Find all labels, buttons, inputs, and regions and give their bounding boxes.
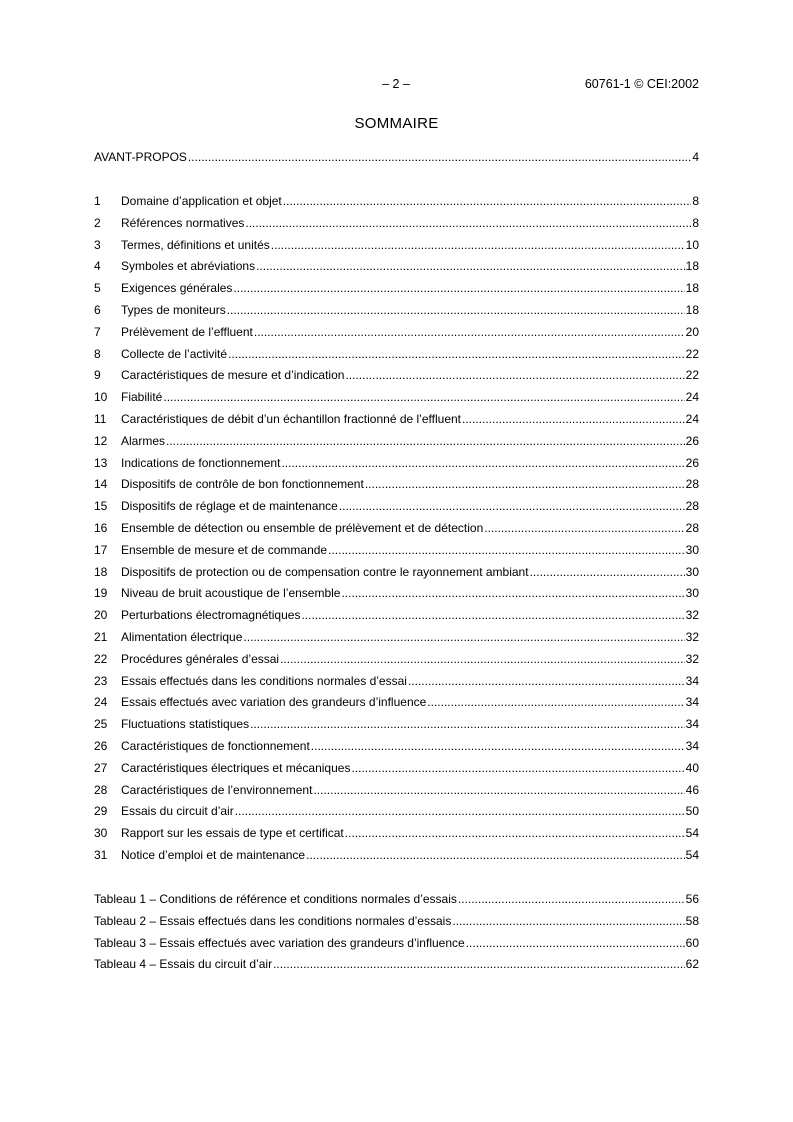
toc-entry-clause-22[interactable] xyxy=(94,649,699,671)
dot-leader xyxy=(163,387,684,409)
toc-entry-title: Fiabilité xyxy=(121,390,163,405)
toc-entry-number: 9 xyxy=(94,368,101,383)
toc-entry-number: 3 xyxy=(94,237,101,252)
toc-entry-title: Tableau 4 – Essais du circuit d’air xyxy=(94,957,273,972)
toc-entry-page: 56 xyxy=(685,892,699,906)
toc-foreword-section xyxy=(94,147,699,169)
toc-entry-title: Exigences générales xyxy=(121,281,233,296)
toc-entry-number: 20 xyxy=(94,608,108,623)
toc-entry-table-2[interactable] xyxy=(94,911,699,933)
toc-entry-number: 27 xyxy=(94,760,108,775)
dot-leader xyxy=(345,365,684,387)
toc-entry-number: 10 xyxy=(94,390,108,405)
toc-entry-number: 18 xyxy=(94,564,108,579)
toc-entry-number: 11 xyxy=(94,411,107,426)
toc-entry-title: Niveau de bruit acoustique de l’ensemble xyxy=(121,586,341,601)
toc-entry-clause-10[interactable] xyxy=(94,387,699,409)
toc-entry-page: 22 xyxy=(685,346,699,361)
toc-entry-page: 34 xyxy=(685,717,699,732)
toc-entry-title: Collecte de l’activité xyxy=(121,346,228,361)
toc-entry-page: 30 xyxy=(685,542,699,557)
page-number: – 2 – xyxy=(382,77,410,91)
toc-entry-page: 60 xyxy=(685,935,699,950)
toc-entry-title: Domaine d’application et objet xyxy=(121,194,282,208)
toc-entry-title: Ensemble de détection ou ensemble de prélèvement et de détection xyxy=(121,520,484,535)
toc-entry-clause-4[interactable] xyxy=(94,256,699,278)
toc-entry-title: Tableau 1 – Conditions de référence et conditions normales d’essais xyxy=(94,892,457,906)
dot-leader xyxy=(271,235,685,257)
dot-leader xyxy=(227,300,685,322)
dot-leader xyxy=(281,453,684,475)
toc-entry-page: 10 xyxy=(685,237,699,252)
toc-entry-number: 7 xyxy=(94,324,101,339)
toc-entry-clause-12[interactable] xyxy=(94,431,699,453)
dot-leader xyxy=(351,758,684,780)
toc-entry-number: 15 xyxy=(94,499,108,514)
toc-entry-title: Procédures générales d’essai xyxy=(121,651,280,666)
toc-entry-clause-16[interactable] xyxy=(94,518,699,540)
dot-leader xyxy=(306,845,685,867)
toc-entry-clause-5[interactable] xyxy=(94,278,699,300)
toc-entry-clause-27[interactable] xyxy=(94,758,699,780)
dot-leader xyxy=(235,801,685,823)
toc-entry-page: 24 xyxy=(685,411,699,426)
toc-entry-title: Notice d’emploi et de maintenance xyxy=(121,847,306,862)
dot-leader xyxy=(462,409,685,431)
toc-entry-table-4[interactable] xyxy=(94,954,699,976)
toc-entry-title: Termes, définitions et unités xyxy=(121,237,270,252)
toc-tables-list xyxy=(94,889,699,976)
dot-leader xyxy=(245,213,691,235)
dot-leader xyxy=(345,823,685,845)
dot-leader xyxy=(280,649,685,671)
toc-entry-page: 4 xyxy=(692,150,699,164)
toc-entry-clause-20[interactable] xyxy=(94,605,699,627)
toc-entry-title: Alarmes xyxy=(121,433,166,448)
dot-leader xyxy=(427,692,684,714)
toc-entry-title: AVANT-PROPOS xyxy=(94,150,187,164)
toc-entry-page: 26 xyxy=(685,433,699,448)
toc-entry-page: 30 xyxy=(685,564,699,579)
toc-entry-page: 54 xyxy=(685,826,699,841)
toc-entry-title: Caractéristiques électriques et mécaniques xyxy=(121,760,351,775)
dot-leader xyxy=(301,605,684,627)
toc-entry-page: 28 xyxy=(685,520,699,535)
toc-entry-page: 34 xyxy=(685,673,699,688)
toc-entry-page: 32 xyxy=(685,651,699,666)
toc-entry-title: Essais du circuit d’air xyxy=(121,804,234,819)
toc-entry-title: Caractéristiques de l’environnement xyxy=(121,782,313,797)
dot-leader xyxy=(458,889,685,911)
toc-entry-page: 58 xyxy=(685,913,699,928)
toc-entry-number: 21 xyxy=(94,629,108,644)
toc-entry-page: 18 xyxy=(685,302,699,317)
toc-entry-page: 8 xyxy=(692,194,699,208)
toc-entry-title: Tableau 3 – Essais effectués avec variation des grandeurs d’influence xyxy=(94,935,465,950)
dot-leader xyxy=(228,344,685,366)
toc-entry-title: Caractéristiques de débit d’un échantillon fractionné de l’effluent xyxy=(121,411,461,426)
toc-entry-number: 13 xyxy=(94,455,108,470)
dot-leader xyxy=(166,431,685,453)
toc-entry-clause-6[interactable] xyxy=(94,300,699,322)
dot-leader xyxy=(339,496,685,518)
toc-entry-clause-29[interactable] xyxy=(94,801,699,823)
toc-entry-number: 26 xyxy=(94,738,108,753)
toc-entry-clause-25[interactable] xyxy=(94,714,699,736)
toc-entry-title: Tableau 2 – Essais effectués dans les conditions normales d’essais xyxy=(94,913,452,928)
dot-leader xyxy=(530,562,685,584)
toc-entry-number: 1 xyxy=(94,194,101,208)
dot-leader xyxy=(452,911,684,933)
toc-entry-title: Fluctuations statistiques xyxy=(121,717,250,732)
toc-entry-title: Essais effectués avec variation des grandeurs d’influence xyxy=(121,695,427,710)
toc-entry-page: 22 xyxy=(685,368,699,383)
toc-entry-title: Caractéristiques de fonctionnement xyxy=(121,738,310,753)
toc-entry-clause-26[interactable] xyxy=(94,736,699,758)
toc-entry-title: Perturbations électromagnétiques xyxy=(121,608,301,623)
toc-entry-clause-30[interactable] xyxy=(94,823,699,845)
toc-entry-number: 17 xyxy=(94,542,108,557)
dot-leader xyxy=(365,474,685,496)
toc-entry-clause-3[interactable] xyxy=(94,235,699,257)
dot-leader xyxy=(328,540,685,562)
toc-entry-number: 12 xyxy=(94,433,108,448)
toc-entry-number: 19 xyxy=(94,586,108,601)
toc-entry-foreword[interactable] xyxy=(94,147,699,169)
toc-entry-page: 28 xyxy=(685,499,699,514)
toc-entry-page: 34 xyxy=(685,695,699,710)
toc-entry-clause-19[interactable] xyxy=(94,583,699,605)
toc-entry-page: 46 xyxy=(685,782,699,797)
toc-entry-title: Références normatives xyxy=(121,215,245,230)
toc-entry-number: 2 xyxy=(94,215,101,230)
toc-entry-page: 62 xyxy=(685,957,699,972)
toc-entry-title: Caractéristiques de mesure et d’indication xyxy=(121,368,345,383)
toc-entry-clause-7[interactable] xyxy=(94,322,699,344)
dot-leader xyxy=(466,933,685,955)
toc-entry-page: 18 xyxy=(685,281,699,296)
toc-entry-page: 32 xyxy=(685,608,699,623)
toc-entry-title: Alimentation électrique xyxy=(121,629,243,644)
toc-entry-number: 31 xyxy=(94,847,108,862)
toc-entry-clause-21[interactable] xyxy=(94,627,699,649)
toc-entry-page: 8 xyxy=(692,215,699,230)
toc-entry-page: 20 xyxy=(685,324,699,339)
toc-entry-page: 18 xyxy=(685,259,699,274)
dot-leader xyxy=(254,322,685,344)
dot-leader xyxy=(250,714,685,736)
toc-clauses-list xyxy=(94,191,699,867)
toc-entry-clause-23[interactable] xyxy=(94,671,699,693)
toc-title: SOMMAIRE xyxy=(354,115,439,132)
toc-entry-number: 4 xyxy=(94,259,101,274)
toc-entry-page: 30 xyxy=(685,586,699,601)
toc-entry-clause-18[interactable] xyxy=(94,562,699,584)
toc-entry-title: Dispositifs de protection ou de compensation contre le rayonnement ambiant xyxy=(121,564,529,579)
dot-leader xyxy=(273,954,685,976)
toc-entry-title: Types de moniteurs xyxy=(121,302,226,317)
dot-leader xyxy=(243,627,684,649)
toc-entry-clause-17[interactable] xyxy=(94,540,699,562)
toc-entry-number: 28 xyxy=(94,782,108,797)
toc-entry-clause-28[interactable] xyxy=(94,780,699,802)
toc-entry-number: 6 xyxy=(94,302,101,317)
toc-entry-clause-13[interactable] xyxy=(94,453,699,475)
toc-entry-page: 54 xyxy=(685,847,699,862)
toc-entry-title: Dispositifs de réglage et de maintenance xyxy=(121,499,338,514)
toc-entry-page: 26 xyxy=(685,455,699,470)
toc-entry-title: Essais effectués dans les conditions normales d’essai xyxy=(121,673,407,688)
toc-entry-clause-8[interactable] xyxy=(94,344,699,366)
toc-entry-title: Indications de fonctionnement xyxy=(121,455,281,470)
dot-leader xyxy=(311,736,685,758)
toc-entry-page: 34 xyxy=(685,738,699,753)
document-reference: 60761-1 © CEI:2002 xyxy=(584,77,699,91)
toc-entry-page: 28 xyxy=(685,477,699,492)
toc-entry-number: 14 xyxy=(94,477,108,492)
toc-entry-table-1[interactable] xyxy=(94,889,699,911)
dot-leader xyxy=(408,671,685,693)
toc-entry-number: 16 xyxy=(94,520,108,535)
toc-entry-page: 50 xyxy=(685,804,699,819)
toc-entry-number: 23 xyxy=(94,673,108,688)
toc-entry-title: Ensemble de mesure et de commande xyxy=(121,542,328,557)
toc-entry-number: 30 xyxy=(94,826,108,841)
toc-entry-clause-9[interactable] xyxy=(94,365,699,387)
toc-entry-clause-31[interactable] xyxy=(94,845,699,867)
dot-leader xyxy=(233,278,684,300)
toc-entry-number: 25 xyxy=(94,717,108,732)
toc-entry-number: 22 xyxy=(94,651,108,666)
toc-entry-page: 32 xyxy=(685,629,699,644)
toc-entry-clause-24[interactable] xyxy=(94,692,699,714)
dot-leader xyxy=(188,147,691,169)
dot-leader xyxy=(484,518,684,540)
dot-leader xyxy=(256,256,685,278)
dot-leader xyxy=(341,583,684,605)
dot-leader xyxy=(313,780,684,802)
toc-entry-page: 24 xyxy=(685,390,699,405)
toc-entry-clause-11[interactable] xyxy=(94,409,699,431)
toc-entry-number: 5 xyxy=(94,281,101,296)
toc-entry-title: Symboles et abréviations xyxy=(121,259,256,274)
toc-entry-page: 40 xyxy=(685,760,699,775)
toc-entry-number: 29 xyxy=(94,804,108,819)
toc-entry-number: 24 xyxy=(94,695,108,710)
toc-entry-title: Dispositifs de contrôle de bon fonctionnement xyxy=(121,477,364,492)
toc-entry-clause-1[interactable] xyxy=(94,191,699,213)
toc-entry-clause-2[interactable] xyxy=(94,213,699,235)
toc-entry-title: Rapport sur les essais de type et certificat xyxy=(121,826,344,841)
toc-entry-clause-15[interactable] xyxy=(94,496,699,518)
dot-leader xyxy=(283,191,692,213)
toc-entry-table-3[interactable] xyxy=(94,933,699,955)
toc-entry-number: 8 xyxy=(94,346,101,361)
toc-entry-title: Prélèvement de l’effluent xyxy=(121,324,253,339)
toc-entry-clause-14[interactable] xyxy=(94,474,699,496)
